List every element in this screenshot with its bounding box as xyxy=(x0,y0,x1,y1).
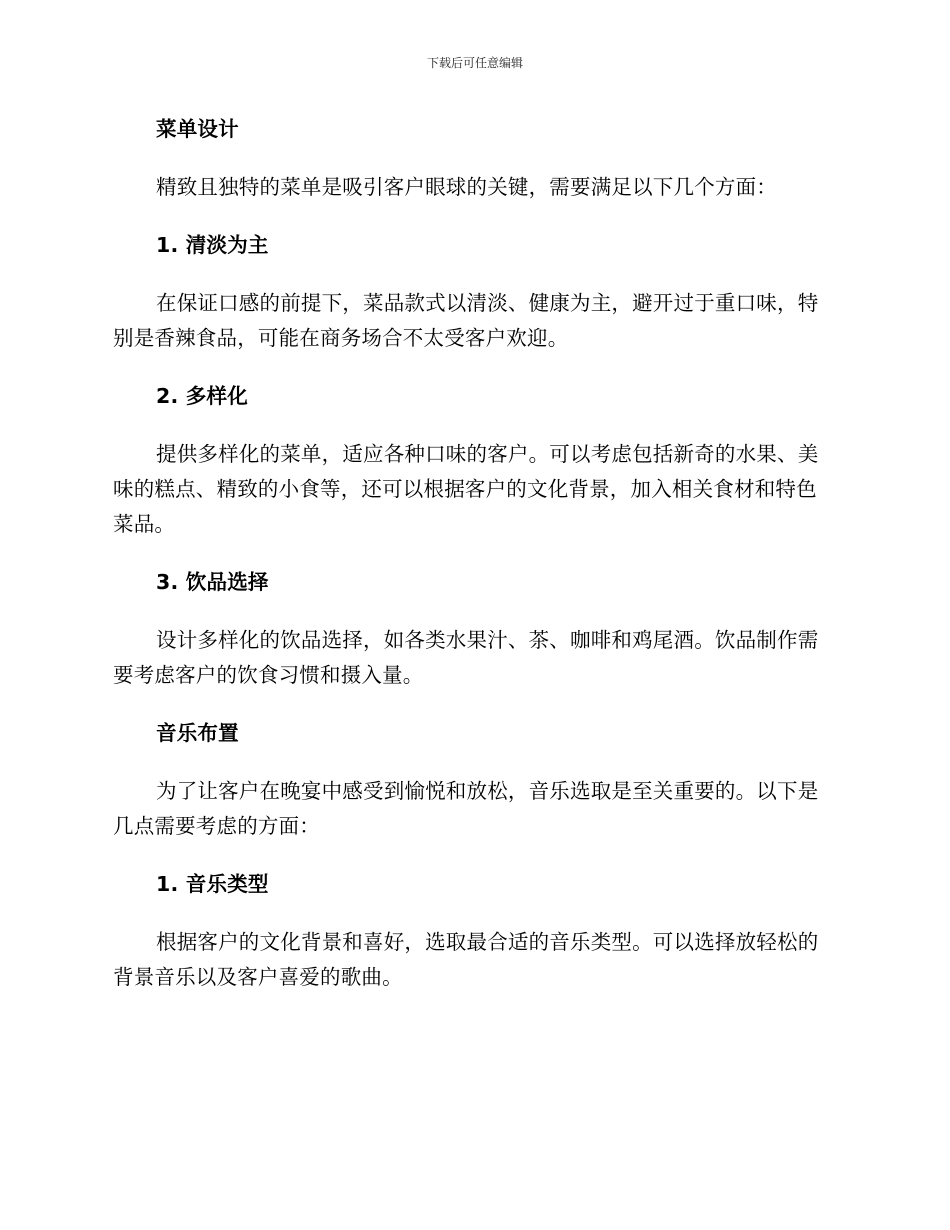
paragraph-music-type: 根据客户的文化背景和喜好，选取最合适的音乐类型。可以选择放轻松的背景音乐以及客户喜爱的歌曲。 xyxy=(113,930,819,989)
paragraph-drinks: 设计多样化的饮品选择，如各类水果汁、茶、咖啡和鸡尾酒。饮品制作需要考虑客户的饮食习惯和摄入量。 xyxy=(113,628,819,687)
section-heading-music: 音乐布置 xyxy=(156,721,239,745)
subheading-music-type: 1. 音乐类型 xyxy=(156,872,269,896)
subheading-drinks: 3. 饮品选择 xyxy=(156,570,269,594)
document-body xyxy=(113,112,837,1018)
subheading-light-flavor: 1. 清淡为主 xyxy=(156,233,269,257)
paragraph-light-flavor: 在保证口感的前提下，菜品款式以清淡、健康为主，避开过于重口味，特别是香辣食品，可能在商务场合不太受客户欢迎。 xyxy=(113,291,819,350)
page-header: 下载后可任意编辑 xyxy=(426,56,523,70)
paragraph-music-intro: 为了让客户在晚宴中感受到愉悦和放松，音乐选取是至关重要的。以下是几点需要考虑的方面： xyxy=(113,779,819,838)
subheading-variety: 2. 多样化 xyxy=(156,384,248,408)
paragraph-menu-intro: 精致且独特的菜单是吸引客户眼球的关键，需要满足以下几个方面： xyxy=(156,175,777,199)
paragraph-variety: 提供多样化的菜单，适应各种口味的客户。可以考虑包括新奇的水果、美味的糕点、精致的小食等，还可以根据客户的文化背景，加入相关食材和特色菜品。 xyxy=(113,442,819,536)
section-heading-menu-design: 菜单设计 xyxy=(156,117,239,141)
